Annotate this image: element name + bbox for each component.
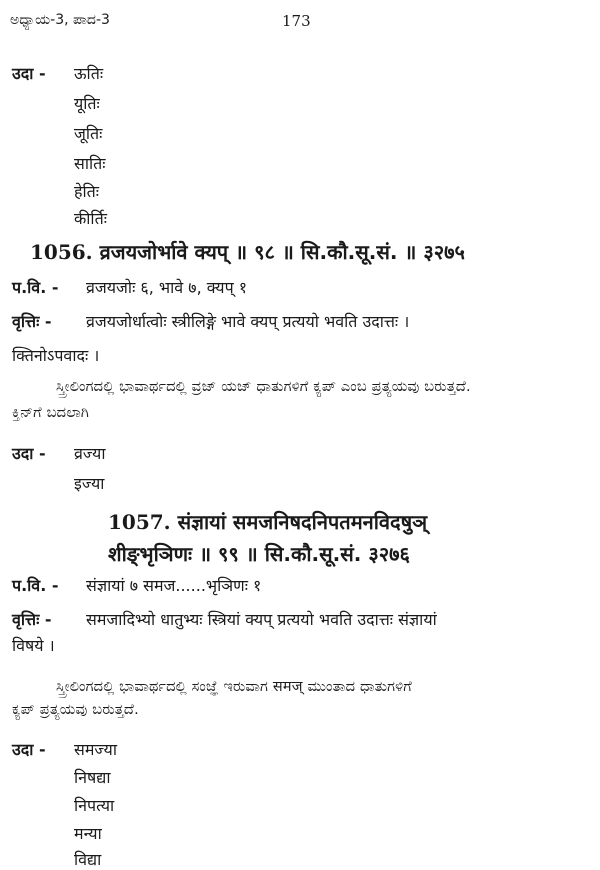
apavada-text: क्तिनोऽपवादः । (12, 346, 100, 365)
sutra-text: संज्ञायां समजनिषदनिपतमनविदषुञ् (177, 510, 428, 534)
pavi-label: प.वि. - (12, 278, 59, 297)
uda-label: उदा - (12, 740, 46, 759)
example-word: समज्या (74, 740, 117, 759)
vritti-text: व्रजयजोर्धात्वोः स्त्रीलिङ्गे भावे क्यप् प्रत्ययो भवति उदात्तः । (86, 312, 410, 331)
example-word: कीर्तिः (74, 209, 107, 228)
kannada-explanation: ಸ್ತ್ರೀಲಿಂಗದಲ್ಲಿ ಭಾವಾರ್ಥದಲ್ಲಿ ವ್ರಜ್ ಯಜ್ ಧಾತುಗಳಿಗೆ ಕ್ಯಪ್ ಎಂಬ ಪ್ರತ್ಯಯವು ಬರುತ್ತದೆ. (56, 379, 471, 395)
example-word: यूतिः (74, 94, 100, 113)
pavi-label: प.वि. - (12, 576, 59, 595)
kannada-explanation: ಕ್ತಿನ್‌ಗೆ ಬದಲಾಗಿ (12, 405, 90, 421)
kannada-explanation: ಸ್ತ್ರೀಲಿಂಗದಲ್ಲಿ ಭಾವಾರ್ಥದಲ್ಲಿ ಸಂಜ್ಞೆ ಇರುವಾಗ समज् ಮುಂತಾದ ಧಾತುಗಳಿಗೆ (56, 679, 412, 695)
chapter-header: ಅಧ್ಯಾಯ-3, ಪಾದ-3 (10, 12, 110, 28)
example-word: निपत्या (74, 796, 115, 815)
sutra-number: 1057. (108, 510, 171, 534)
vritti-text: विषये । (12, 636, 55, 655)
vritti-label: वृत्तिः - (12, 312, 52, 331)
vritti-label: वृत्तिः - (12, 610, 52, 629)
example-word: विद्या (74, 850, 102, 869)
sutra-text-cont: शीङ्भृञिणः ॥ ९९ ॥ सि.कौ.सू.सं. ३२७६ (108, 542, 410, 566)
example-word: इज्या (74, 474, 105, 493)
vritti-text: समजादिभ्यो धातुभ्यः स्त्रियां क्यप् प्रत्ययो भवति उदात्तः संज्ञायां (86, 610, 437, 629)
example-word: ऊतिः (74, 64, 104, 83)
example-word: सातिः (74, 154, 106, 173)
uda-label: उदा - (12, 64, 46, 83)
page-number: 173 (282, 12, 311, 30)
pavi-text: व्रजयजोः ६, भावे ७, क्यप् १ (86, 278, 248, 297)
example-word: हेतिः (74, 182, 99, 201)
example-word: मन्या (74, 824, 102, 843)
sutra-text: व्रजयजोर्भावे क्यप् ॥ ९८ ॥ सि.कौ.सू.सं. ॥ ३२७५ (99, 240, 465, 264)
pavi-text: संज्ञायां ७ समज......भृञिणः १ (86, 576, 262, 595)
example-word: व्रज्या (74, 444, 106, 463)
sutra-heading (30, 238, 465, 265)
kannada-explanation: ಕ್ಯಪ್ ಪ್ರತ್ಯಯವು ಬರುತ್ತದೆ. (12, 702, 139, 718)
sutra-heading (108, 508, 427, 535)
example-word: जूतिः (74, 124, 103, 143)
uda-label: उदा - (12, 444, 46, 463)
sutra-number: 1056. (30, 240, 93, 264)
example-word: निषद्या (74, 768, 111, 787)
